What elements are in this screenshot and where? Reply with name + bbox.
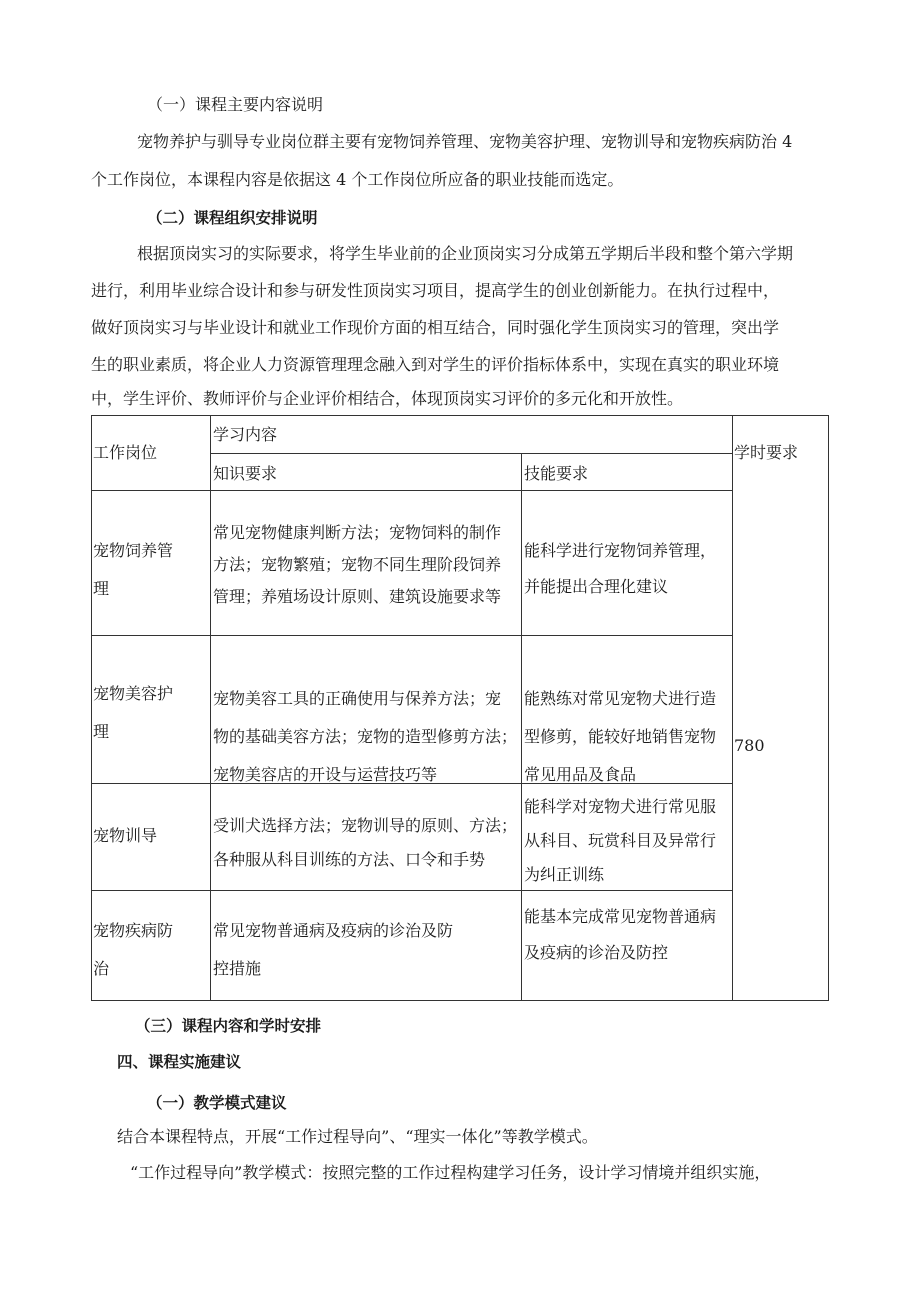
- header-learning-content: 学习内容: [213, 425, 278, 444]
- table-row-skill: [524, 790, 716, 892]
- knowledge-line: 管理；养殖场设计原则、建筑设施要求等: [213, 587, 502, 606]
- table-row-knowledge: [213, 912, 453, 988]
- header-knowledge: 知识要求: [213, 464, 278, 483]
- section-2-heading: （二）课程组织安排说明: [147, 209, 318, 227]
- table-row-skill: [524, 533, 716, 605]
- table-row-post: [93, 675, 173, 751]
- skill-line: 常见用品及食品: [524, 765, 637, 784]
- knowledge-line: 各种服从科目训练的方法、口令和手势: [213, 850, 486, 869]
- header-hours: 学时要求: [734, 443, 799, 462]
- skill-line: 能科学对宠物犬进行常见服: [524, 797, 717, 816]
- knowledge-line: 物的基础美容方法；宠物的造型修剪方法；: [213, 727, 518, 746]
- skill-line: 从科目、玩赏科目及异常行: [524, 831, 717, 850]
- section-1-heading: （一）课程主要内容说明: [147, 95, 324, 114]
- post-line: 宠物疾病防: [93, 921, 174, 940]
- section-4-1-paragraph-2: “工作过程导向”教学模式：按照完整的工作过程构建学习任务，设计学习情境并组织实施，: [130, 1163, 771, 1182]
- section-2-paragraph-line-4: 生的职业素质，将企业人力资源管理理念融入到对学生的评价指标体系中，实现在真实的职业环境: [91, 355, 780, 374]
- post-line: 宠物美容护: [93, 684, 174, 703]
- skill-line: 能熟练对常见宠物犬进行造: [524, 689, 717, 708]
- table-row-knowledge: [213, 809, 517, 877]
- knowledge-line: 宠物美容店的开设与运营技巧等: [213, 765, 438, 784]
- knowledge-line: 方法；宠物繁殖；宠物不同生理阶段饲养: [213, 555, 502, 574]
- post-line: 宠物饲养管: [93, 541, 174, 560]
- section-4-heading: 四、课程实施建议: [117, 1053, 242, 1071]
- table-row-knowledge: [213, 680, 517, 794]
- skill-line: 能科学进行宠物饲养管理，: [524, 541, 717, 560]
- post-line: 理: [93, 722, 110, 741]
- table-row-post: [93, 912, 173, 988]
- skill-line: 为纠正训练: [524, 865, 605, 884]
- knowledge-line: 受训犬选择方法；宠物训导的原则、方法；: [213, 816, 518, 835]
- skill-line: 能基本完成常见宠物普通病: [524, 907, 717, 926]
- section-4-1-paragraph-1: 结合本课程特点，开展“工作过程导向”、“理实一体化”等教学模式。: [117, 1127, 598, 1146]
- table-row-skill: [524, 680, 716, 794]
- section-1-paragraph-line-1: 宠物养护与驯导专业岗位群主要有宠物饲养管理、宠物美容护理、宠物训导和宠物疾病防治 4: [137, 132, 793, 151]
- skill-line: 型修剪，能较好地销售宠物: [524, 727, 717, 746]
- post-line: 治: [93, 959, 110, 978]
- course-content-table: [91, 415, 829, 1001]
- post-line: 宠物训导: [93, 826, 158, 845]
- header-post: 工作岗位: [93, 443, 158, 462]
- section-3-heading: （三）课程内容和学时安排: [135, 1017, 322, 1035]
- hours-value: 780: [734, 736, 765, 755]
- section-4-1-heading: （一）教学模式建议: [147, 1094, 287, 1112]
- skill-line: 及疫病的诊治及防控: [524, 943, 669, 962]
- table-row-post: [93, 823, 157, 849]
- skill-line: 并能提出合理化建议: [524, 577, 669, 596]
- section-2-paragraph-line-5: 中，学生评价、教师评价与企业评价相结合，体现顶岗实习评价的多元化和开放性。: [91, 389, 684, 408]
- knowledge-line: 控措施: [213, 959, 262, 978]
- post-line: 理: [93, 579, 110, 598]
- section-2-paragraph-line-2: 进行，利用毕业综合设计和参与研发性顶岗实习项目，提高学生的创业创新能力。在执行过程中，: [91, 281, 780, 300]
- section-1-paragraph-line-2: 个工作岗位，本课程内容是依据这 4 个工作岗位所应备的职业技能而选定。: [91, 170, 624, 189]
- section-2-paragraph-line-1: 根据顶岗实习的实际要求，将学生毕业前的企业顶岗实习分成第五学期后半段和整个第六学期: [137, 244, 794, 263]
- section-2-paragraph-line-3: 做好顶岗实习与毕业设计和就业工作现价方面的相互结合，同时强化学生顶岗实习的管理，突出学: [91, 318, 780, 337]
- knowledge-line: 常见宠物普通病及疫病的诊治及防: [213, 921, 454, 940]
- table-row-post: [93, 532, 173, 608]
- table-row-skill: [524, 899, 716, 971]
- header-skill: 技能要求: [524, 464, 589, 483]
- knowledge-line: 常见宠物健康判断方法；宠物饲料的制作: [213, 523, 502, 542]
- table-row-knowledge: [213, 517, 501, 613]
- knowledge-line: 宠物美容工具的正确使用与保养方法；宠: [213, 689, 502, 708]
